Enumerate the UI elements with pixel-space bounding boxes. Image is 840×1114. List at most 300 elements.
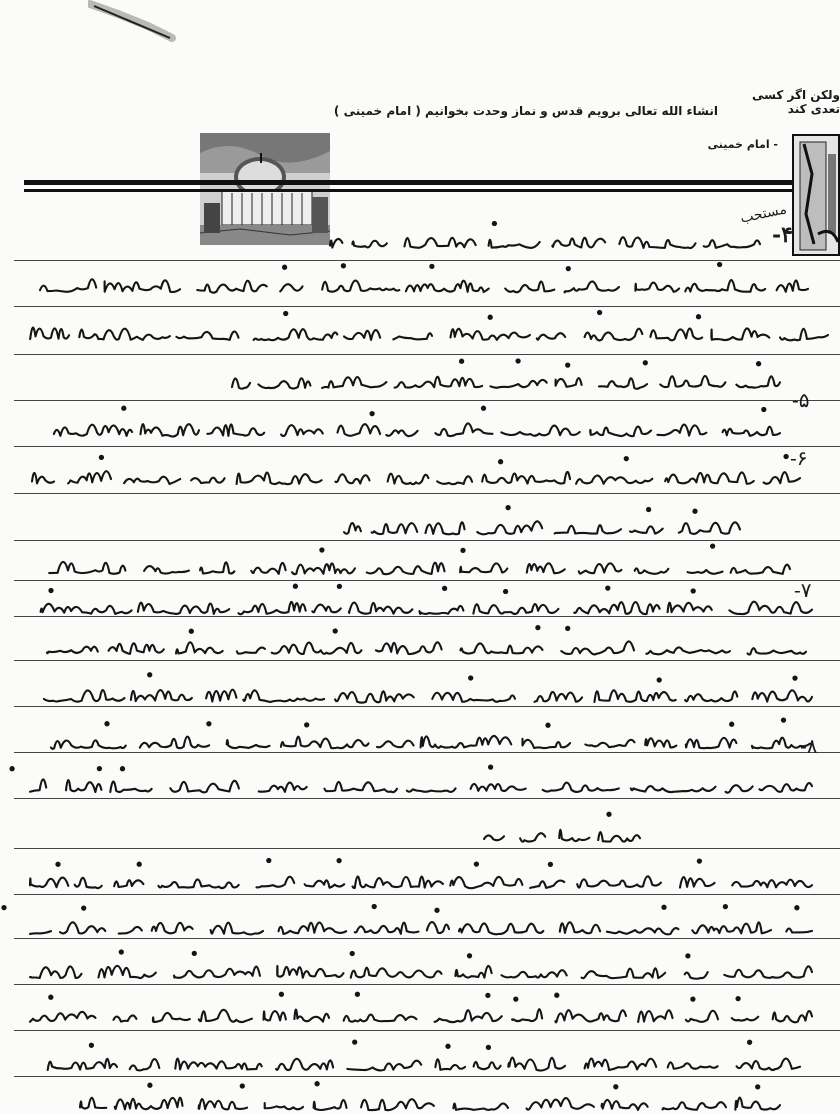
handwriting-word — [30, 966, 82, 977]
handwriting-dot — [566, 364, 569, 367]
handwriting-dot — [793, 677, 796, 680]
handwriting-dot — [546, 724, 549, 727]
handwriting-word — [638, 1010, 672, 1022]
handwriting-dot — [468, 954, 471, 957]
handwriting-word — [630, 526, 663, 533]
handwriting-word — [110, 782, 151, 792]
handwriting-word — [199, 1010, 252, 1022]
handwriting-word — [124, 477, 180, 484]
handwriting-word — [736, 376, 780, 387]
handwriting-word — [579, 563, 622, 573]
handwriting-word — [732, 1017, 758, 1021]
handwriting-dot — [49, 589, 52, 592]
handwriting-dot — [90, 1044, 93, 1047]
handwriting-word — [152, 923, 193, 934]
handwriting-word — [565, 281, 620, 292]
handwriting-word — [657, 425, 706, 436]
handwriting-word — [292, 563, 355, 574]
handwriting-word — [330, 239, 342, 248]
handwriting-dot — [353, 1041, 356, 1044]
handwriting-word — [435, 423, 492, 436]
handwriting-dot — [460, 360, 463, 363]
handwriting-word — [726, 785, 753, 792]
handwriting-word — [482, 472, 570, 484]
handwriting-word — [585, 1059, 657, 1070]
handwriting-word — [115, 1098, 183, 1110]
handwriting-dot — [334, 629, 337, 632]
handwriting-word — [406, 281, 489, 292]
handwriting-word — [60, 922, 105, 933]
handwriting-word — [344, 330, 380, 340]
handwriting-word — [523, 739, 571, 748]
handwriting-word — [619, 237, 695, 248]
handwriting-word — [602, 1100, 648, 1110]
handwriting-dot — [105, 722, 108, 725]
handwriting-word — [191, 478, 225, 483]
handwriting-dot — [280, 993, 283, 996]
handwriting-word — [349, 603, 412, 614]
handwriting-dot — [284, 312, 287, 315]
handwriting-word — [453, 1104, 508, 1110]
handwriting-dot — [207, 722, 210, 725]
handwriting-word — [635, 568, 669, 573]
handwriting-word — [114, 880, 143, 887]
handwriting-word — [237, 648, 265, 654]
handwriting-word — [646, 647, 730, 654]
handwriting-word — [66, 780, 101, 792]
handwriting-dot — [697, 315, 700, 318]
handwriting-word — [353, 877, 443, 888]
handwriting-dot — [514, 998, 517, 1001]
handwriting-word — [176, 332, 238, 340]
handwriting-word — [585, 740, 634, 747]
handwriting-word — [582, 968, 666, 978]
handwriting-word — [405, 238, 476, 248]
handwriting-word — [395, 377, 483, 388]
handwriting-dot — [371, 412, 374, 415]
handwriting-dot — [446, 1045, 449, 1048]
handwriting-word — [679, 522, 740, 534]
handwriting-word — [75, 878, 102, 888]
handwriting-dot — [748, 1041, 751, 1044]
handwriting-dot — [795, 906, 798, 909]
handwriting-dot — [320, 548, 323, 551]
handwriting-word — [44, 690, 125, 702]
handwriting-dot — [756, 1085, 759, 1088]
greeting-note: مستحب — [738, 201, 789, 227]
handwriting-word — [650, 329, 702, 341]
handwriting-word — [665, 472, 754, 483]
handwriting-dot — [737, 997, 740, 1000]
handwriting-dot — [662, 906, 665, 909]
handwriting-word — [427, 922, 449, 933]
handwriting-word — [748, 648, 806, 654]
handwriting-dot — [698, 860, 701, 863]
handwriting-dot — [443, 587, 446, 590]
handwriting-word — [314, 1100, 347, 1110]
handwriting-word — [277, 966, 343, 978]
handwriting-word — [421, 736, 512, 748]
handwriting-dot — [475, 863, 478, 866]
handwriting-word — [437, 476, 472, 484]
handwriting-dot — [11, 767, 14, 770]
handwriting-dot — [98, 767, 101, 770]
handwriting-word — [729, 602, 812, 614]
handwriting-dot — [461, 549, 464, 552]
handwriting-dot — [647, 508, 650, 511]
handwriting-dot — [686, 954, 689, 957]
handwriting-dot — [493, 222, 496, 225]
handwriting-word — [645, 738, 676, 747]
handwriting-word — [47, 647, 98, 654]
handwriting-word — [30, 328, 69, 339]
handwriting-dot — [338, 585, 341, 588]
handwriting-word — [555, 525, 621, 533]
handwriting-dot — [785, 455, 788, 458]
handwriting-dot — [504, 590, 507, 593]
handwriting-word — [508, 1057, 565, 1070]
handwriting-dot — [121, 767, 124, 770]
handwriting-word — [686, 738, 737, 748]
handwriting-dot — [693, 510, 696, 513]
handwriting-word — [505, 282, 554, 293]
handwriting-word — [119, 927, 142, 934]
handwriting-word — [477, 521, 542, 534]
handwriting-dot — [757, 362, 760, 365]
handwriting-dot — [658, 678, 661, 681]
handwriting-word — [376, 642, 442, 654]
handwriting-word — [280, 284, 302, 291]
handwriting-word — [386, 430, 417, 436]
handwriting-word — [170, 781, 239, 793]
handwriting-dot — [193, 952, 196, 955]
handwriting-word — [455, 966, 491, 978]
handwriting-word — [32, 473, 54, 483]
handwriting-word — [258, 378, 310, 388]
handwriting-word — [773, 1011, 812, 1022]
handwriting-word — [372, 523, 418, 534]
handwriting-word — [30, 779, 46, 791]
handwriting-word — [451, 329, 530, 340]
handwriting-dot — [692, 589, 695, 592]
handwriting-word — [352, 241, 386, 248]
handwriting-word — [484, 835, 504, 840]
handwriting-word — [294, 1010, 329, 1022]
handwriting-word — [501, 426, 579, 436]
handwriting-dot — [49, 996, 52, 999]
handwriting-dot — [338, 859, 341, 862]
handwriting-word — [723, 427, 780, 436]
handwriting-word — [668, 603, 712, 613]
handwriting-dot — [356, 993, 359, 996]
handwriting-word — [685, 280, 765, 292]
handwriting-word — [347, 1061, 421, 1071]
handwriting-dot — [138, 863, 141, 866]
handwriting-word — [279, 923, 347, 934]
handwriting-word — [141, 424, 200, 436]
handwriting-word — [272, 643, 362, 654]
handwriting-word — [490, 380, 546, 388]
handwriting-word — [265, 1103, 303, 1109]
handwriting-dot — [82, 907, 85, 910]
handwriting-word — [264, 1011, 286, 1020]
handwriting-dot — [267, 859, 270, 862]
handwriting-word — [131, 690, 192, 701]
handwriting-word — [555, 1010, 626, 1022]
handwriting-dot — [489, 316, 492, 319]
handwriting-word — [335, 691, 414, 702]
handwriting-word — [711, 328, 769, 340]
item-number-5: ۵- — [792, 388, 810, 412]
handwriting-dot — [567, 267, 570, 270]
handwriting-dot — [190, 630, 193, 633]
handwriting-word — [174, 967, 260, 978]
letterhead-quote-author: - امام خمینی — [707, 138, 778, 151]
handwriting-dot — [762, 408, 765, 411]
handwriting-word — [692, 922, 771, 933]
handwriting-word — [590, 427, 651, 437]
handwriting-word — [377, 741, 414, 748]
handwriting-word — [325, 782, 398, 792]
handwriting-word — [459, 923, 543, 934]
handwriting-dot — [625, 457, 628, 460]
handwriting-word — [595, 690, 676, 702]
handwriting-word — [576, 475, 652, 483]
handwriting-word — [30, 878, 68, 888]
handwriting-word — [607, 928, 679, 934]
handwriting-word — [251, 563, 285, 574]
handwriting-word — [760, 783, 813, 792]
handwriting-dot — [305, 723, 308, 726]
handwriting-word — [211, 923, 263, 935]
handwriting-word — [724, 966, 812, 978]
handwriting-word — [243, 690, 324, 702]
handwriting-dot — [499, 460, 502, 463]
handwriting-word — [153, 1013, 190, 1022]
handwriting-dot — [536, 626, 539, 629]
handwriting-word — [281, 425, 323, 436]
handwriting-word — [686, 1011, 718, 1022]
handwriting-word — [731, 565, 790, 574]
handwriting-word — [688, 570, 723, 574]
handwriting-word — [432, 693, 515, 702]
handwriting-dot — [482, 407, 485, 410]
handwriting-word — [388, 474, 429, 485]
handwriting-word — [585, 329, 643, 341]
handwriting-word — [41, 604, 132, 614]
letterhead-slogan: انشاء الله تعالی برویم قدس و نماز وحدت بخوانیم ( امام خمینی ) — [333, 104, 718, 118]
handwriting-word — [543, 783, 619, 792]
handwriting-word — [227, 740, 270, 748]
item-number-6: ۶- — [790, 446, 808, 470]
handwriting-word — [175, 1058, 261, 1069]
handwriting-word — [99, 966, 156, 978]
handwriting-word — [140, 737, 209, 749]
handwriting-word — [49, 562, 125, 574]
handwriting-dot — [100, 456, 103, 459]
handwriting-dot — [730, 723, 733, 726]
handwriting-dot — [555, 994, 558, 997]
handwriting-word — [537, 333, 565, 339]
handwriting-dot — [148, 673, 151, 676]
handwriting-word — [158, 879, 238, 888]
handwriting-dot — [691, 998, 694, 1001]
handwriting-word — [40, 279, 96, 291]
handwriting-word — [322, 377, 386, 388]
handwriting-dot — [120, 950, 123, 953]
handwriting-word — [574, 602, 659, 614]
handwriting-dot — [718, 263, 721, 266]
handwriting-word — [473, 604, 558, 614]
handwriting-word — [367, 563, 445, 574]
handwriting-word — [232, 378, 250, 388]
handwriting-word — [30, 931, 51, 934]
item-number-8: ۸- — [800, 734, 818, 758]
handwriting-word — [361, 1099, 434, 1110]
handwriting-word — [176, 642, 223, 653]
handwriting-dot — [56, 863, 59, 866]
handwriting-word — [704, 240, 760, 248]
handwriting-dot — [549, 863, 552, 866]
handwriting-dot — [598, 311, 601, 314]
handwriting-word — [322, 281, 399, 292]
handwriting-word — [276, 1059, 333, 1070]
handwriting-dot — [489, 766, 492, 769]
handwriting-word — [435, 1059, 465, 1069]
handwriting-word — [663, 1102, 727, 1110]
handwriting-word — [631, 786, 716, 792]
handwriting-word — [435, 1010, 502, 1022]
handwriting-word — [144, 566, 189, 574]
handwriting-word — [199, 1099, 247, 1109]
handwriting-word — [48, 1059, 117, 1070]
handwriting-word — [51, 740, 126, 748]
handwriting-word — [680, 877, 715, 888]
handwriting-dot — [711, 545, 714, 548]
handwriting-word — [80, 1098, 106, 1109]
handwriting-word — [114, 1015, 137, 1021]
handwriting-dot — [614, 1085, 617, 1088]
item-number-7: ۷- — [794, 578, 812, 602]
handwriting-word — [344, 1015, 417, 1022]
handwriting-word — [599, 378, 647, 388]
handwriting-word — [732, 880, 812, 888]
handwriting-dot — [507, 506, 510, 509]
handwriting-word — [520, 833, 545, 841]
handwriting-word — [502, 970, 567, 977]
handwriting-word — [786, 929, 812, 933]
handwriting-word — [660, 376, 725, 387]
handwriting-word — [68, 471, 111, 483]
handwriting-dot — [316, 1082, 319, 1085]
handwriting-word — [393, 333, 432, 339]
handwriting-word — [305, 880, 345, 887]
handwriting-word — [79, 329, 170, 340]
handwriting-word — [420, 606, 464, 614]
handwriting-word — [254, 329, 338, 340]
handwriting-dot — [435, 909, 438, 912]
handwriting-word — [552, 238, 605, 248]
handwriting-dot — [430, 265, 433, 268]
handwriting-word — [30, 1012, 96, 1022]
handwriting-word — [407, 788, 456, 792]
handwriting-word — [635, 283, 679, 292]
handwriting-dot — [148, 1084, 151, 1087]
handwriting-word — [777, 281, 808, 292]
handwriting-word — [561, 641, 634, 654]
handwriting-word — [530, 881, 564, 888]
handwriting-word — [460, 643, 542, 653]
handwriting-dot — [351, 952, 354, 955]
handwriting-word — [735, 1098, 780, 1110]
handwriting-word — [109, 643, 164, 654]
item-number-4: ۴- — [772, 222, 793, 248]
handwriting-word — [489, 240, 540, 248]
handwriting-word — [512, 1009, 542, 1021]
handwriting-word — [460, 563, 507, 572]
handwriting-word — [471, 784, 526, 791]
handwriting-word — [105, 280, 181, 292]
handwriting-word — [426, 522, 465, 534]
handwriting-word — [559, 830, 589, 841]
handwriting-word — [237, 473, 322, 485]
handwriting-dot — [486, 994, 489, 997]
handwriting-word — [257, 877, 295, 888]
handwriting-word — [668, 1062, 718, 1068]
handwriting-word — [259, 783, 307, 792]
handwriting-word — [130, 1059, 160, 1070]
handwriting-word — [206, 690, 236, 702]
handwriting-dot — [487, 1046, 490, 1049]
handwriting-word — [577, 876, 661, 887]
letterhead-quote: ولکن اگر کسی تعدی کند — [752, 88, 840, 116]
handwriting-dot — [607, 813, 610, 816]
handwriting-dot — [241, 1084, 244, 1087]
handwriting-dot — [469, 676, 472, 679]
handwriting-word — [351, 968, 442, 978]
handwriting-word — [535, 692, 583, 702]
handwriting-word — [556, 378, 582, 387]
handwriting-dot — [2, 906, 5, 909]
handwriting-dot — [724, 905, 727, 908]
handwriting-dot — [342, 264, 345, 267]
handwriting-word — [560, 922, 600, 933]
handwriting-word — [138, 603, 229, 614]
handwriting-word — [752, 690, 812, 701]
handwriting-dot — [782, 719, 785, 722]
handwriting-dot — [294, 585, 297, 588]
handwriting-word — [335, 474, 369, 483]
handwriting-word — [207, 424, 264, 435]
handwriting-dot — [122, 407, 125, 410]
handwriting-dot — [517, 359, 520, 362]
handwriting-dot — [644, 361, 647, 364]
handwriting-word — [239, 602, 306, 614]
handwriting-dot — [373, 905, 376, 908]
handwriting-word — [281, 737, 369, 749]
handwriting-word — [764, 472, 800, 484]
handwriting-word — [598, 832, 640, 842]
handwriting-word — [780, 329, 828, 341]
handwriting-word — [338, 424, 381, 436]
handwriting-word — [312, 605, 341, 613]
handwriting-word — [527, 563, 565, 573]
handwriting-word — [197, 281, 266, 293]
handwriting-dot — [566, 627, 569, 630]
handwriting-word — [355, 923, 419, 934]
handwriting-word — [527, 1098, 594, 1110]
handwriting-word — [54, 425, 132, 436]
